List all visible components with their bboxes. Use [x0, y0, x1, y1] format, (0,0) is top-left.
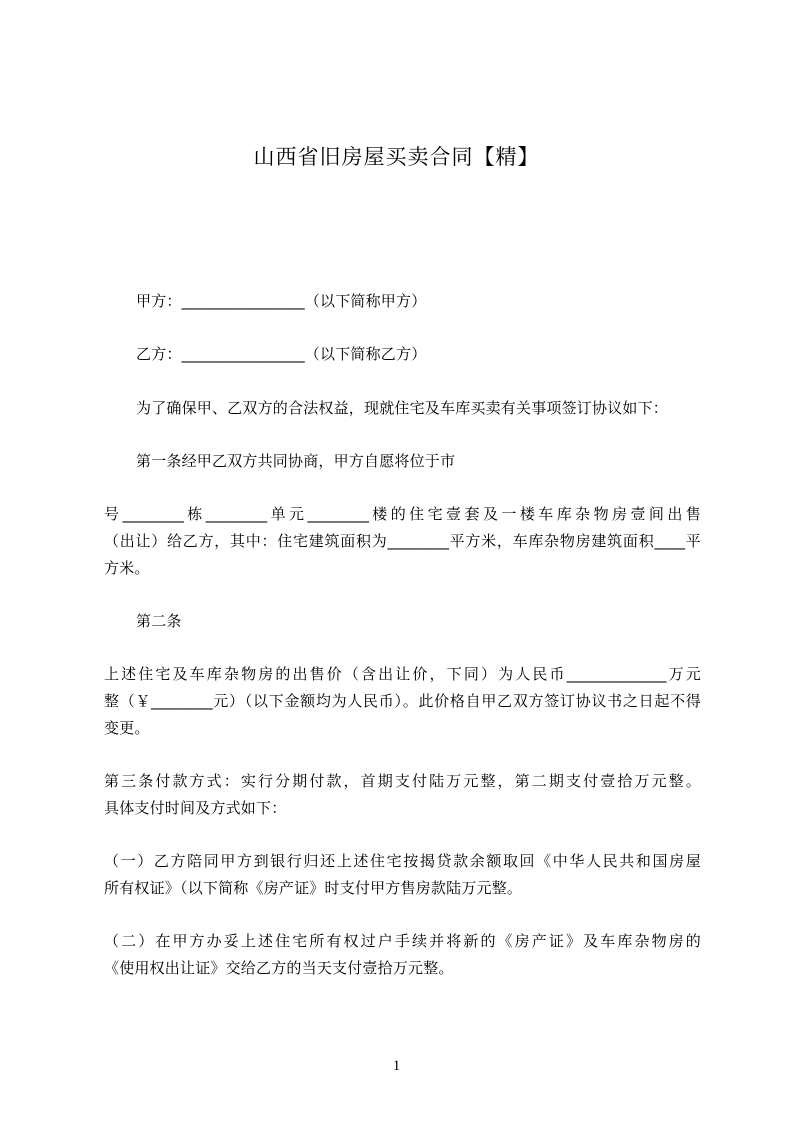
clause-1-line-2: 所有权证》（以下简称《房产证》时支付甲方售房款陆万元整。 — [104, 879, 523, 897]
article-2-line-1: 上述住宅及车库杂物房的出售价（含出让价，下同）为人民币_____________万元 — [104, 665, 701, 683]
article-1-line-2: （出让）给乙方，其中：住宅建筑面积为________平方米，车库杂物房建筑面积____平 — [104, 532, 701, 550]
article-3-line-1: 第三条付款方式：实行分期付款，首期支付陆万元整，第二期支付壹拾万元整。 — [104, 772, 701, 790]
intro-paragraph: 为了确保甲、乙双方的合法权益，现就住宅及车库买卖有关事项签订协议如下： — [136, 399, 669, 417]
article-2-line-2: 整（￥________元）（以下金额均为人民币）。此价格自甲乙双方签订协议书之日起不得 — [104, 692, 701, 710]
article-1-line-1: 号________栋________单元________楼的住宅壹套及一楼车库杂物房壹间出售 — [104, 505, 701, 523]
article-3-line-2: 具体支付时间及方式如下： — [104, 799, 287, 817]
article-2-heading: 第二条 — [136, 612, 182, 630]
document-title: 山西省旧房屋买卖合同【精】 — [253, 145, 540, 169]
article-1-line-3: 方米。 — [104, 559, 150, 577]
article-1-heading: 第一条经甲乙双方共同协商，甲方自愿将位于市 — [136, 452, 456, 470]
clause-2-line-2: 《使用权出让证》交给乙方的当天支付壹拾万元整。 — [104, 959, 454, 977]
party-b-line: 乙方：________________（以下简称乙方） — [136, 345, 427, 363]
page-number: 1 — [392, 1058, 401, 1074]
clause-1-line-1: （一）乙方陪同甲方到银行归还上述住宅按揭贷款余额取回《中华人民共和国房屋 — [104, 852, 701, 870]
article-2-line-3: 变更。 — [104, 719, 150, 737]
party-a-line: 甲方：________________（以下简称甲方） — [136, 292, 427, 310]
clause-2-line-1: （二）在甲方办妥上述住宅所有权过户手续并将新的《房产证》及车库杂物房的 — [104, 932, 701, 950]
